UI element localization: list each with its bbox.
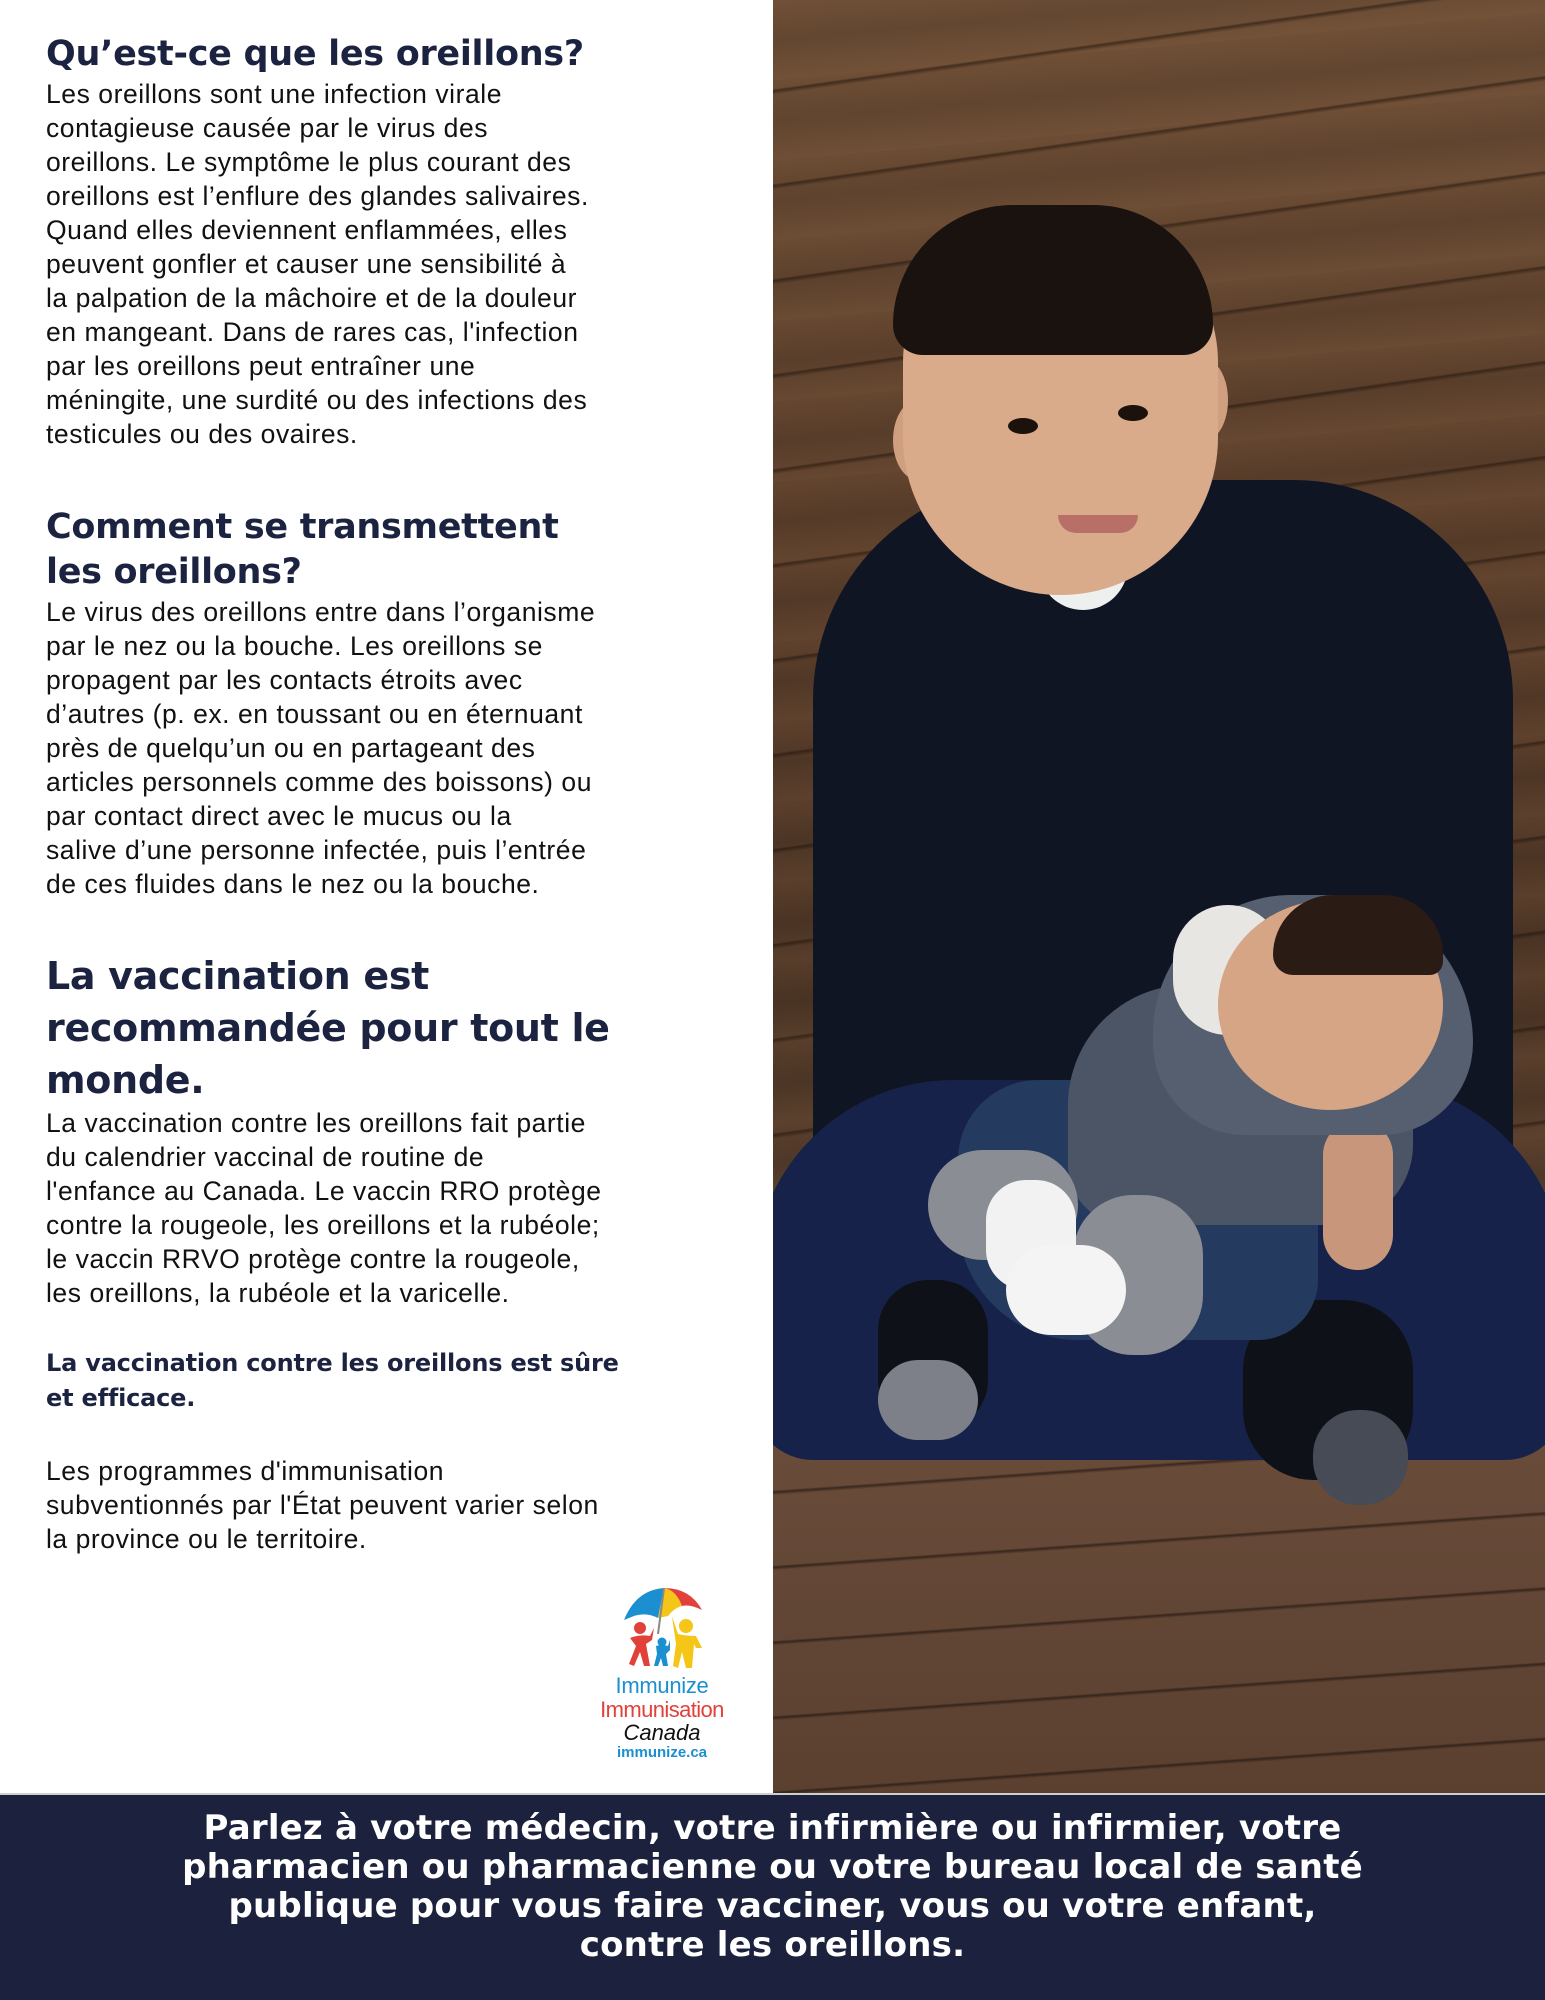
photo-boy-with-baby [773,0,1545,1793]
section-transmission [46,505,595,901]
boy-sock-toe [878,1360,978,1440]
section-heading: La vaccination est recommandée pour tout le monde. [46,954,610,1102]
section-what-is-mumps [46,32,589,451]
umbrella-family-icon [616,1582,708,1674]
baby-hair [1273,895,1443,975]
section-heading: Qu’est-ce que les oreillons? [46,34,584,74]
call-to-action-text: Parlez à votre médecin, votre infirmière ou infirmier, votre pharmacien ou pharmacienne ou votre bureau local de santé publique pour vous faire vacciner, vous ou votre enfant, contre les oreillons. [182,1808,1363,1965]
section-vaccination [46,950,619,1556]
section-body: Les oreillons sont une infection virale contagieuse causée par le virus des oreillons. Le symptôme le plus courant des oreillons est l’enflure des glandes salivaires. Quand elles deviennent enflammées, elles peuvent gonfler et causer une sensibilité à la palpation de la mâchoire et de la douleur en mangeant. Dans de rares cas, l'infection par les oreillons peut entraîner une méningite, une surdité ou des infections des testicules ou des ovaires. [46,79,589,449]
boy-mouth [1058,515,1138,533]
boy-eye [1008,418,1038,434]
logo-line-immunize: Immunize [615,1673,709,1698]
program-note: Les programmes d'immunisation subventionnés par l'État peuvent varier selon la province ou le territoire. [46,1456,599,1554]
call-to-action-banner [0,1793,1545,2000]
text-column [0,0,773,1793]
boy-eye [1118,405,1148,421]
safety-subheading: La vaccination contre les oreillons est sûre et efficace. [46,1349,619,1412]
section-body: La vaccination contre les oreillons fait partie du calendrier vaccinal de routine de l'enfance au Canada. Le vaccin RRO protège contre la rougeole, les oreillons et la rubéole; le vaccin RRVO protège contre la rougeole, les oreillons, la rubéole et la varicelle. [46,1108,602,1308]
boy-hair [893,205,1213,355]
boy-sock-toe [1313,1410,1408,1505]
logo-line-immunisation: Immunisation [600,1697,724,1722]
logo-url[interactable]: immunize.ca [616,1744,708,1761]
section-body: Le virus des oreillons entre dans l’organisme par le nez ou la bouche. Les oreillons se propagent par les contacts étroits avec d’autres (p. ex. en toussant ou en éternuant près de quelqu’un ou en partageant des articles personnels comme des boissons) ou par contact direct avec le mucus ou la salive d’une personne infectée, puis l’entrée de ces fluides dans le nez ou la bouche. [46,597,596,899]
boy-hand [1323,1120,1393,1270]
section-heading: Comment se transmettent les oreillons? [46,507,559,592]
wood-floor [773,1420,1545,1793]
logo-line-canada: Canada [623,1720,701,1745]
immunize-canada-logo [582,1582,742,1762]
baby-sock [1006,1245,1126,1335]
